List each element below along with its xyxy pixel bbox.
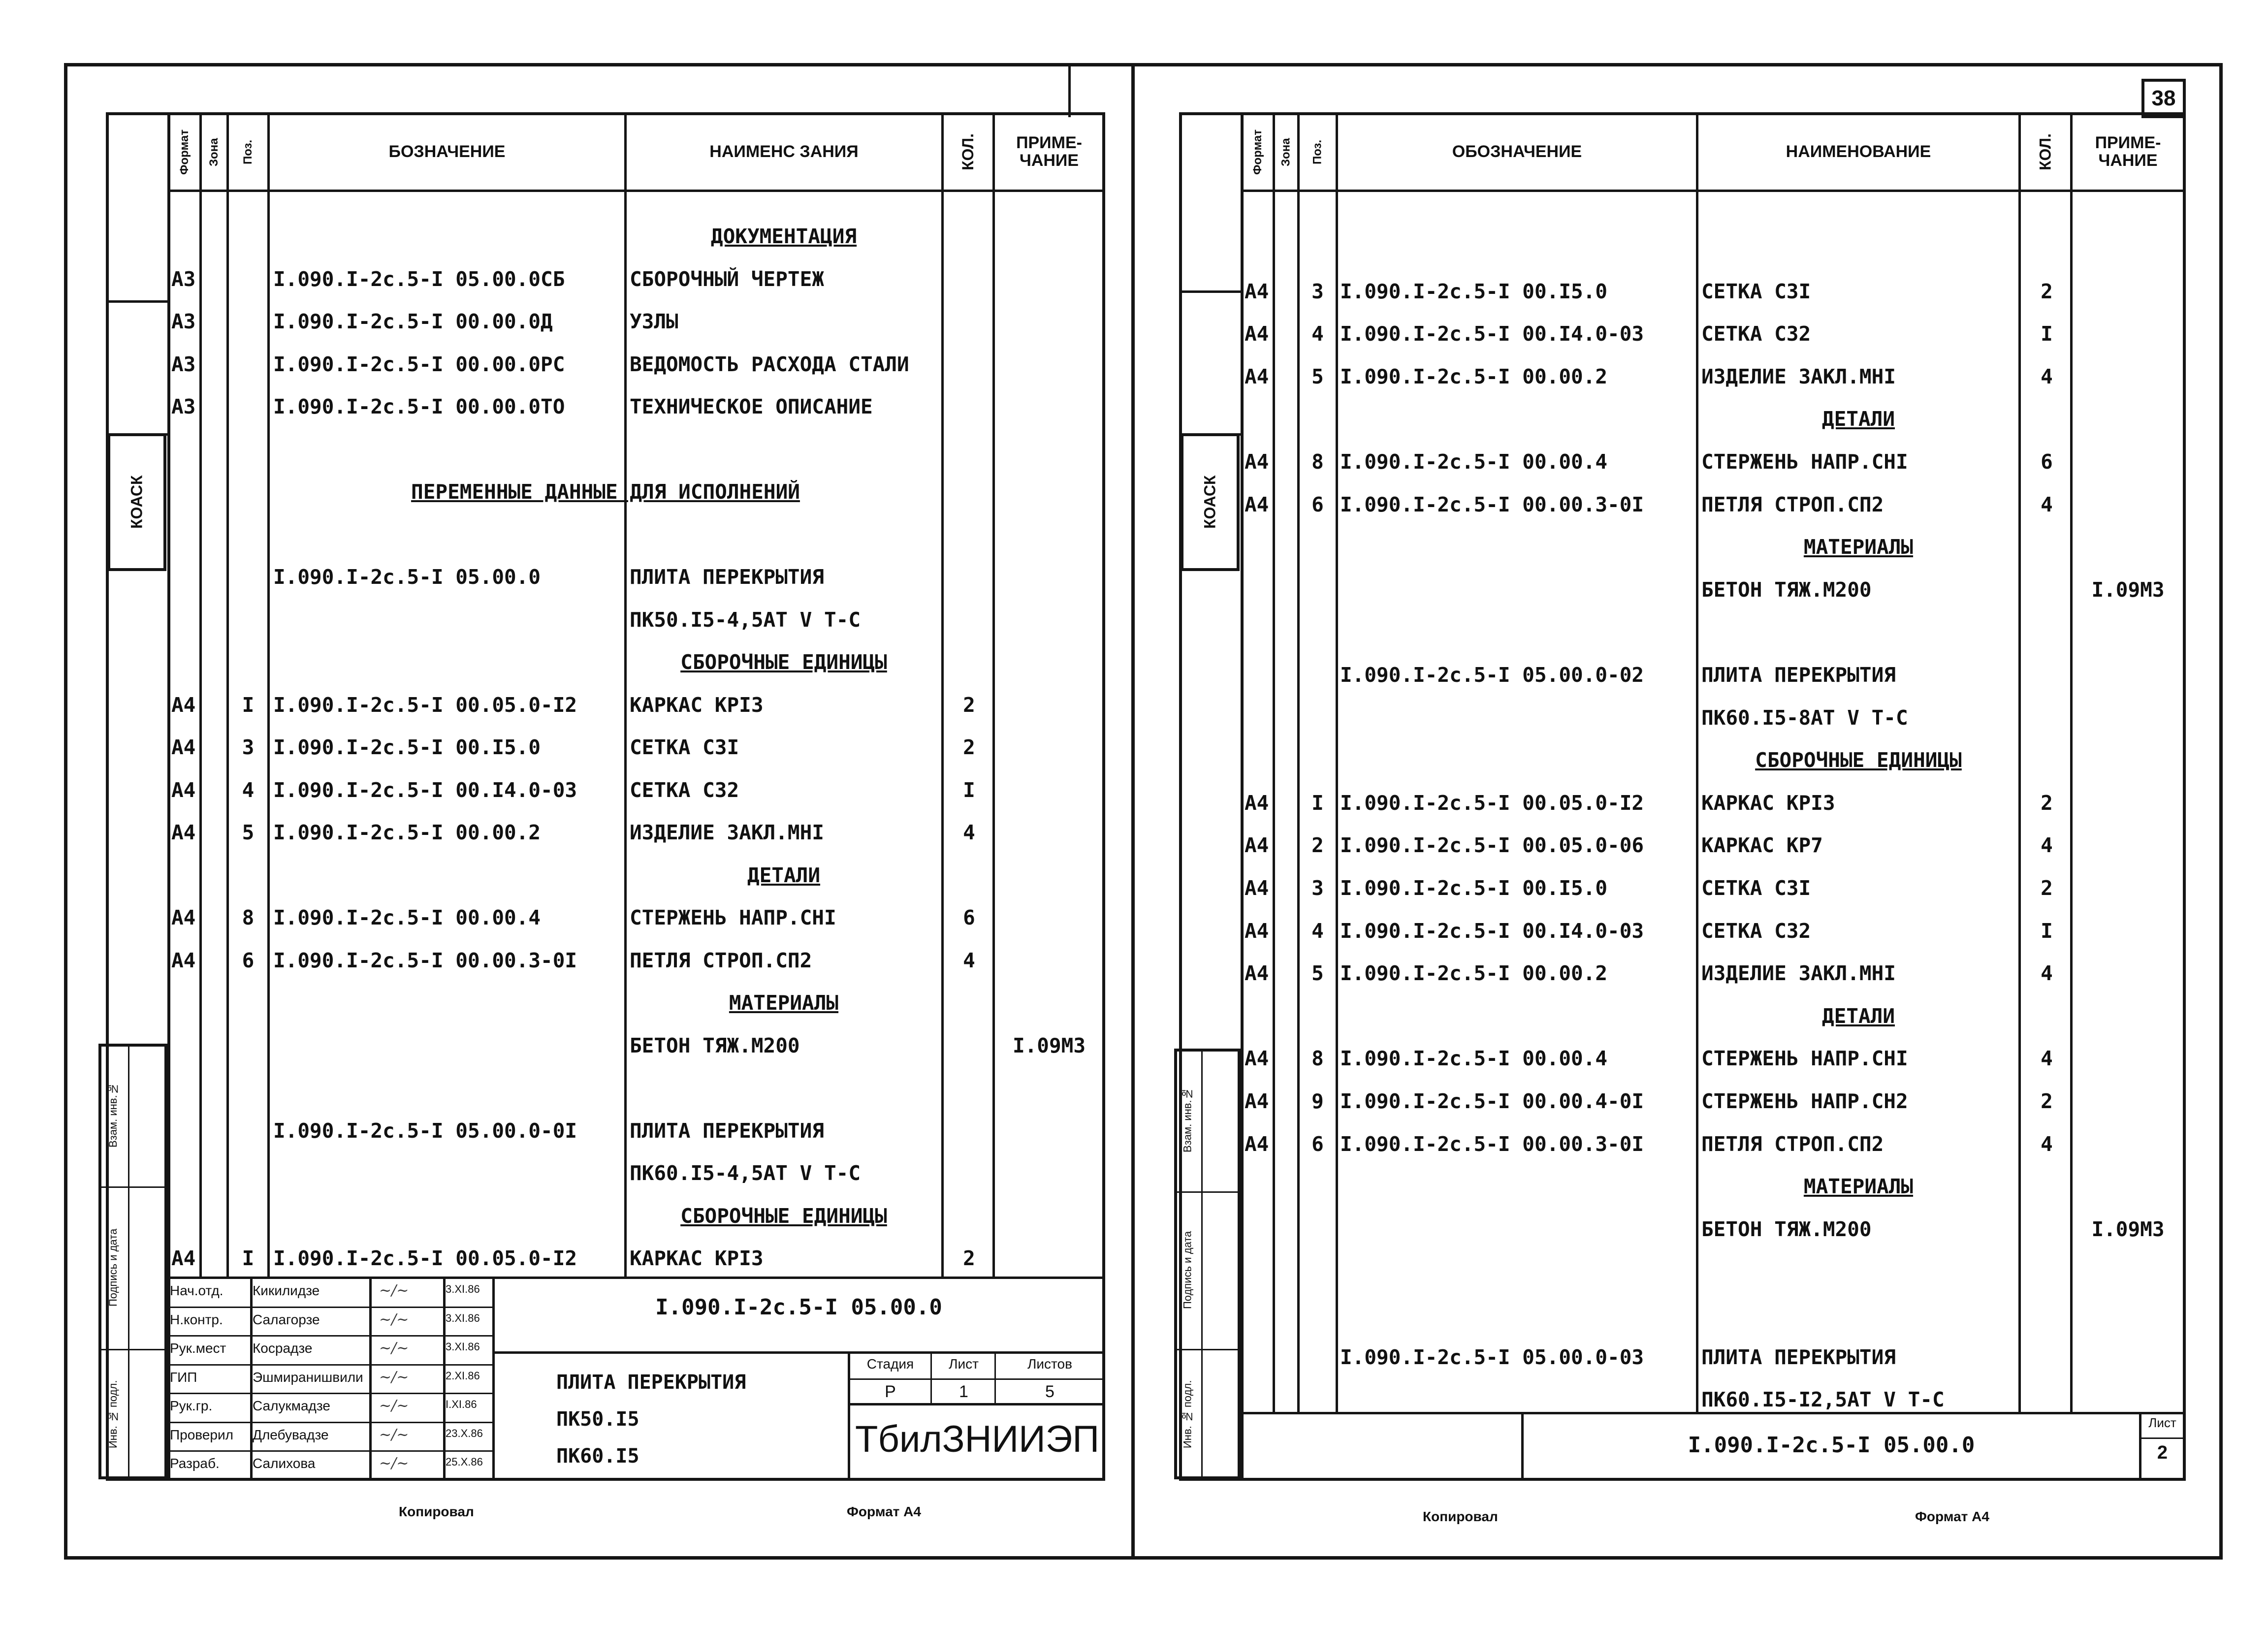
row-qty: I <box>2041 919 2053 943</box>
tb-date: 25.X.86 <box>446 1456 483 1468</box>
konsk-text: КОАСК <box>128 475 146 529</box>
tb-row-line <box>167 1393 492 1394</box>
row-pos: 5 <box>1311 961 1324 986</box>
row-name: СЕТКА С32 <box>1701 322 1811 346</box>
row-name: ПЕТЛЯ СТРОП.СП2 <box>1701 492 1884 516</box>
right-header-bottom <box>1241 190 2186 192</box>
row-name: КАРКАС КРI3 <box>630 693 764 717</box>
left-tb-sheets-label: Листов <box>1027 1356 1072 1372</box>
tb-row-line <box>167 1364 492 1366</box>
signature-mark: ~∕~ <box>379 1455 409 1472</box>
row-qty: 6 <box>2041 450 2053 474</box>
row-qty: 4 <box>2041 833 2053 858</box>
row-designation: I.090.I-2с.5-I 00.00.3-0I <box>1340 492 1644 516</box>
row-pos: I <box>1311 791 1324 815</box>
row-designation: I.090.I-2с.5-I 00.00.0ТО <box>273 395 565 418</box>
tb-role: Рук.гр. <box>170 1398 213 1413</box>
tb-row-line <box>167 1335 492 1337</box>
tb-name: Косрадзе <box>253 1341 313 1356</box>
tb-name: Длебувадзе <box>253 1427 329 1442</box>
row-qty: 2 <box>963 693 975 717</box>
row-qty: 4 <box>2041 1132 2053 1156</box>
row-format: А4 <box>171 1246 196 1270</box>
left-col-qty <box>992 112 995 1277</box>
tb-name: Эшмиранишвили <box>253 1369 363 1385</box>
left-hdr-designation: БОЗНАЧЕНИЕ <box>388 142 506 161</box>
row-designation: I.090.I-2с.5-I 05.00.0-03 <box>1340 1345 1644 1369</box>
row-qty: 4 <box>963 948 975 972</box>
row-name: ПЛИТА ПЕРЕКРЫТИЯ <box>630 1118 824 1143</box>
row-format: А4 <box>171 693 196 717</box>
left-label-inv-no: Инв. № подл. <box>107 1380 119 1448</box>
section-heading: ДЕТАЛИ <box>747 863 821 887</box>
tb-row-line <box>167 1307 492 1308</box>
row-note: I.09М3 <box>2091 577 2165 602</box>
row-qty: 6 <box>963 906 975 929</box>
left-tb-product2: ПК50.I5 <box>556 1408 639 1431</box>
row-format: А4 <box>1245 919 1269 943</box>
left-label-vzam: Взам. инв.№ <box>107 1083 119 1148</box>
left-hdr-note: ПРИМЕ- ЧАНИЕ <box>1016 133 1082 170</box>
tb-role: ГИП <box>170 1369 197 1385</box>
left-hdr-zone: Зона <box>207 138 221 166</box>
tb-row-line <box>167 1422 492 1423</box>
right-tb-sheet-label: Лист <box>2148 1415 2176 1430</box>
row-name: ПЛИТА ПЕРЕКРЫТИЯ <box>630 565 824 589</box>
left-sheet-tab <box>1068 63 1071 117</box>
row-name: ПЕТЛЯ СТРОП.СП2 <box>630 948 812 972</box>
signature-mark: ~∕~ <box>379 1397 409 1414</box>
tb-role: Проверил <box>170 1427 233 1442</box>
row-format: А4 <box>1245 279 1269 303</box>
left-tb-stage: Р <box>885 1382 896 1401</box>
row-pos: 5 <box>1311 364 1324 388</box>
row-name: ПЕТЛЯ СТРОП.СП2 <box>1701 1132 1884 1156</box>
row-name: ВЕДОМОСТЬ РАСХОДА СТАЛИ <box>630 352 909 376</box>
row-name: ИЗДЕЛИЕ ЗАКЛ.МНI <box>1701 364 1896 388</box>
row-designation: I.090.I-2с.5-I 00.00.3-0I <box>1340 1132 1644 1156</box>
left-tb-stage-label: Стадия <box>866 1356 914 1372</box>
row-name: СТЕРЖЕНЬ НАПР.СНI <box>1701 1047 1908 1071</box>
row-designation: I.090.I-2с.5-I 00.I4.0-03 <box>1340 322 1644 346</box>
row-format: А3 <box>171 395 196 418</box>
left-tb-stage-row2 <box>848 1403 1105 1405</box>
tb-date: 3.XI.86 <box>446 1341 480 1353</box>
row-format: А4 <box>1245 492 1269 516</box>
signature-mark: ~∕~ <box>379 1340 409 1357</box>
row-designation: I.090.I-2с.5-I 05.00.0-0I <box>273 1118 577 1143</box>
row-name: ИЗДЕЛИЕ ЗАКЛ.МНI <box>1701 961 1896 986</box>
left-footer-format: Формат А4 <box>847 1504 921 1519</box>
row-designation: I.090.I-2с.5-I 00.05.0-I2 <box>273 693 577 717</box>
row-format: А4 <box>171 778 196 802</box>
row-designation: I.090.I-2с.5-I 00.00.4 <box>1340 450 1608 474</box>
row-name: ПЛИТА ПЕРЕКРЫТИЯ <box>1701 663 1896 687</box>
right-hdr-note: ПРИМЕ- ЧАНИЕ <box>2095 133 2161 170</box>
left-label-sign-date: Подпись и дата <box>107 1228 119 1307</box>
left-side-vdiv <box>128 1044 129 1479</box>
row-format: А4 <box>1245 1047 1269 1071</box>
row-pos: 3 <box>1311 279 1324 303</box>
right-col-zone <box>1297 112 1300 1412</box>
row-designation: I.090.I-2с.5-I 00.I5.0 <box>1340 876 1608 900</box>
right-tb-sheet: 2 <box>2157 1442 2168 1463</box>
row-format: А4 <box>1245 1132 1269 1156</box>
row-name: ПК60.I5-I2,5АТ V Т-С <box>1701 1388 1945 1412</box>
tb-date: 23.X.86 <box>446 1427 483 1439</box>
row-pos: 6 <box>1311 492 1324 516</box>
row-name: КАРКАС КРI3 <box>1701 791 1835 815</box>
left-tb-sheet-label: Лист <box>949 1356 979 1372</box>
row-designation: I.090.I-2с.5-I 00.00.0Д <box>273 310 553 333</box>
left-col-pos <box>267 112 270 1277</box>
row-name: БЕТОН ТЯЖ.М200 <box>1701 577 1872 602</box>
row-pos: 6 <box>242 948 255 972</box>
row-name: ТЕХНИЧЕСКОЕ ОПИСАНИЕ <box>630 395 873 418</box>
row-designation: I.090.I-2с.5-I 00.I4.0-03 <box>273 778 577 802</box>
row-designation: I.090.I-2с.5-I 05.00.0 <box>273 565 541 589</box>
tb-date: I.XI.86 <box>446 1398 477 1410</box>
section-heading: СБОРОЧНЫЕ ЕДИНИЦЫ <box>680 650 887 674</box>
row-pos: 6 <box>1311 1132 1324 1156</box>
row-format: А3 <box>171 310 196 333</box>
right-tb-doc-code: I.090.I-2с.5-I 05.00.0 <box>1688 1433 1975 1458</box>
left-col-designation <box>624 112 627 1277</box>
signature-mark: ~∕~ <box>379 1310 409 1328</box>
row-qty: 2 <box>2041 1089 2053 1113</box>
row-name: УЗЛЫ <box>630 310 678 333</box>
row-name: СТЕРЖЕНЬ НАПР.СНI <box>1701 450 1908 474</box>
row-note: I.09М3 <box>2091 1217 2165 1241</box>
right-margin-div1 <box>1179 290 1241 293</box>
right-label-vzam: Взам. инв.№ <box>1181 1087 1194 1152</box>
left-tb-top <box>167 1277 1105 1279</box>
row-qty: I <box>963 778 975 802</box>
row-name: БЕТОН ТЯЖ.М200 <box>630 1033 800 1057</box>
left-tb-product3: ПК60.I5 <box>556 1445 639 1468</box>
left-tb-stage-c1 <box>930 1351 932 1403</box>
row-format: А4 <box>1245 791 1269 815</box>
right-hdr-name: НАИМЕНОВАНИЕ <box>1786 142 1931 161</box>
section-heading: ПЕРЕМЕННЫЕ ДАННЫЕ ДЛЯ ИСПОЛНЕНИЙ <box>411 480 800 504</box>
row-pos: 8 <box>1311 450 1324 474</box>
row-format: А4 <box>1245 961 1269 986</box>
row-format: А4 <box>1245 876 1269 900</box>
row-designation: I.090.I-2с.5-I 00.00.2 <box>273 821 541 844</box>
row-name: БЕТОН ТЯЖ.М200 <box>1701 1217 1872 1241</box>
row-qty: 2 <box>963 735 975 759</box>
left-hdr-format: Формат <box>178 129 191 175</box>
tb-name: Салихова <box>253 1456 316 1471</box>
row-designation: I.090.I-2с.5-I 00.00.2 <box>1340 961 1608 986</box>
row-format: А4 <box>171 735 196 759</box>
left-footer-copied: Копировал <box>399 1504 474 1519</box>
left-margin-div1 <box>106 300 167 303</box>
row-name: ИЗДЕЛИЕ ЗАКЛ.МНI <box>630 821 824 844</box>
row-name: СТЕРЖЕНЬ НАПР.СН2 <box>1701 1089 1908 1113</box>
row-pos: 4 <box>242 778 255 802</box>
left-konsk-stamp <box>107 433 166 571</box>
section-heading: ДОКУМЕНТАЦИЯ <box>710 224 857 248</box>
left-tb-stage-c2 <box>994 1351 996 1403</box>
row-name: КАРКАС КР7 <box>1701 833 1823 858</box>
row-format: А4 <box>1245 833 1269 858</box>
tb-role: Рук.мест <box>170 1341 226 1356</box>
left-hdr-qty: КОЛ. <box>959 133 977 171</box>
row-name: СТЕРЖЕНЬ НАПР.СНI <box>630 906 836 929</box>
row-pos: 3 <box>242 735 255 759</box>
tb-row-line <box>167 1450 492 1452</box>
right-side-vdiv <box>1201 1049 1203 1479</box>
row-note: I.09М3 <box>1012 1033 1086 1057</box>
left-tb-sheets: 5 <box>1045 1382 1054 1401</box>
row-name: СЕТКА С3I <box>630 735 739 759</box>
row-format: А4 <box>1245 364 1269 388</box>
tb-role: Н.контр. <box>170 1311 223 1327</box>
row-designation: I.090.I-2с.5-I 00.I5.0 <box>273 735 541 759</box>
row-name: ПК50.I5-4,5АТ V Т-С <box>630 607 861 632</box>
row-pos: I <box>242 1246 255 1270</box>
row-qty: 4 <box>2041 492 2053 516</box>
section-heading: ДЕТАЛИ <box>1821 407 1895 431</box>
signature-mark: ~∕~ <box>379 1368 409 1386</box>
left-tb-sheet: 1 <box>959 1382 968 1401</box>
row-name: ПЛИТА ПЕРЕКРЫТИЯ <box>1701 1345 1896 1369</box>
row-name: ПК60.I5-4,5АТ V Т-С <box>630 1161 861 1185</box>
row-name: СЕТКА С32 <box>1701 919 1811 943</box>
row-designation: I.090.I-2с.5-I 00.00.4 <box>273 906 541 929</box>
row-pos: I <box>242 693 255 717</box>
row-format: А4 <box>1245 322 1269 346</box>
row-designation: I.090.I-2с.5-I 00.00.4 <box>1340 1047 1608 1071</box>
tb-date: 3.XI.86 <box>446 1283 480 1295</box>
row-designation: I.090.I-2с.5-I 00.00.2 <box>1340 364 1608 388</box>
tb-date: 2.XI.86 <box>446 1369 480 1382</box>
row-pos: 8 <box>1311 1047 1324 1071</box>
left-tb-stage-row1 <box>848 1378 1105 1380</box>
right-col-pos <box>1336 112 1338 1412</box>
row-qty: 4 <box>2041 364 2053 388</box>
tb-role: Нач.отд. <box>170 1283 224 1298</box>
row-name: СЕТКА С3I <box>1701 279 1811 303</box>
row-name: СЕТКА С3I <box>1701 876 1811 900</box>
konsk-text-right: КОАСК <box>1201 475 1219 529</box>
right-konsk-stamp <box>1181 433 1240 571</box>
right-hdr-qty: КОЛ. <box>2036 133 2054 171</box>
row-qty: 2 <box>963 1246 975 1270</box>
row-designation: I.090.I-2с.5-I 00.05.0-I2 <box>1340 791 1644 815</box>
section-heading: ДЕТАЛИ <box>1821 1004 1895 1028</box>
row-format: А3 <box>171 352 196 376</box>
row-pos: 3 <box>1311 876 1324 900</box>
tb-name: Кикилидзе <box>253 1283 320 1298</box>
row-pos: 4 <box>1311 919 1324 943</box>
row-qty: 2 <box>2041 791 2053 815</box>
row-pos: 5 <box>242 821 255 844</box>
row-qty: 2 <box>2041 279 2053 303</box>
row-format: А4 <box>1245 1089 1269 1113</box>
left-hdr-name: НАИМЕНС ЗАНИЯ <box>709 142 859 161</box>
left-header-bottom <box>167 190 1105 192</box>
section-heading: СБОРОЧНЫЕ ЕДИНИЦЫ <box>1755 748 1962 772</box>
row-pos: 8 <box>242 906 255 929</box>
right-hdr-designation: ОБОЗНАЧЕНИЕ <box>1452 142 1582 161</box>
right-tb-sheet-row <box>2139 1437 2186 1439</box>
row-qty: 4 <box>2041 1047 2053 1071</box>
section-heading: МАТЕРИАЛЫ <box>1803 1175 1914 1199</box>
signature-mark: ~∕~ <box>379 1282 409 1299</box>
row-name: ПК60.I5-8АТ V Т-С <box>1701 705 1908 730</box>
row-format: А3 <box>171 267 196 291</box>
row-format: А4 <box>1245 450 1269 474</box>
row-name: СБОРОЧНЫЙ ЧЕРТЕЖ <box>630 267 824 291</box>
row-pos: 9 <box>1311 1089 1324 1113</box>
left-tb-doc-code: I.090.I-2с.5-I 05.00.0 <box>655 1295 942 1320</box>
row-designation: I.090.I-2с.5-I 00.00.4-0I <box>1340 1089 1644 1113</box>
tb-date: 3.XI.86 <box>446 1311 480 1324</box>
row-designation: I.090.I-2с.5-I 00.05.0-I2 <box>273 1246 577 1270</box>
row-format: А4 <box>171 906 196 929</box>
row-pos: 2 <box>1311 833 1324 858</box>
right-hdr-zone: Зона <box>1279 138 1293 166</box>
tb-name: Салагорзе <box>253 1311 320 1327</box>
tb-role: Разраб. <box>170 1456 220 1471</box>
row-qty: 4 <box>2041 961 2053 986</box>
right-label-inv-no: Инв. № подл. <box>1181 1380 1194 1448</box>
left-tb-org: ТбилЗНИИЭП <box>855 1418 1100 1460</box>
row-format: А4 <box>171 821 196 844</box>
right-footer-format: Формат А4 <box>1915 1509 1989 1524</box>
right-label-sign-date: Подпись и дата <box>1181 1231 1194 1309</box>
row-qty: 4 <box>963 821 975 844</box>
row-designation: I.090.I-2с.5-I 00.05.0-06 <box>1340 833 1644 858</box>
row-designation: I.090.I-2с.5-I 00.I5.0 <box>1340 279 1608 303</box>
tb-name: Салукмадзе <box>253 1398 330 1413</box>
left-tb-product1: ПЛИТА ПЕРЕКРЫТИЯ <box>556 1371 746 1394</box>
right-tb-top <box>1241 1412 2186 1414</box>
row-designation: I.090.I-2с.5-I 05.00.0СБ <box>273 267 565 291</box>
row-designation: I.090.I-2с.5-I 00.00.0РС <box>273 352 565 376</box>
row-designation: I.090.I-2с.5-I 00.00.3-0I <box>273 948 577 972</box>
right-hdr-pos: Поз. <box>1310 139 1324 165</box>
row-qty: 2 <box>2041 876 2053 900</box>
row-designation: I.090.I-2с.5-I 05.00.0-02 <box>1340 663 1644 687</box>
row-format: А4 <box>171 948 196 972</box>
row-name: КАРКАС КРI3 <box>630 1246 764 1270</box>
right-hdr-format: Формат <box>1251 129 1264 175</box>
section-heading: МАТЕРИАЛЫ <box>1803 535 1914 559</box>
left-tb-mid <box>492 1351 1105 1354</box>
left-hdr-pos: Поз. <box>241 139 255 165</box>
row-qty: I <box>2041 322 2053 346</box>
section-heading: СБОРОЧНЫЕ ЕДИНИЦЫ <box>680 1204 887 1228</box>
page-number: 38 <box>2151 86 2176 110</box>
row-pos: 4 <box>1311 322 1324 346</box>
section-heading: МАТЕРИАЛЫ <box>729 991 839 1015</box>
right-footer-copied: Копировал <box>1423 1509 1498 1524</box>
right-col-format <box>1273 112 1275 1412</box>
signature-mark: ~∕~ <box>379 1426 409 1443</box>
row-name: СЕТКА С32 <box>630 778 739 802</box>
row-designation: I.090.I-2с.5-I 00.I4.0-03 <box>1340 919 1644 943</box>
